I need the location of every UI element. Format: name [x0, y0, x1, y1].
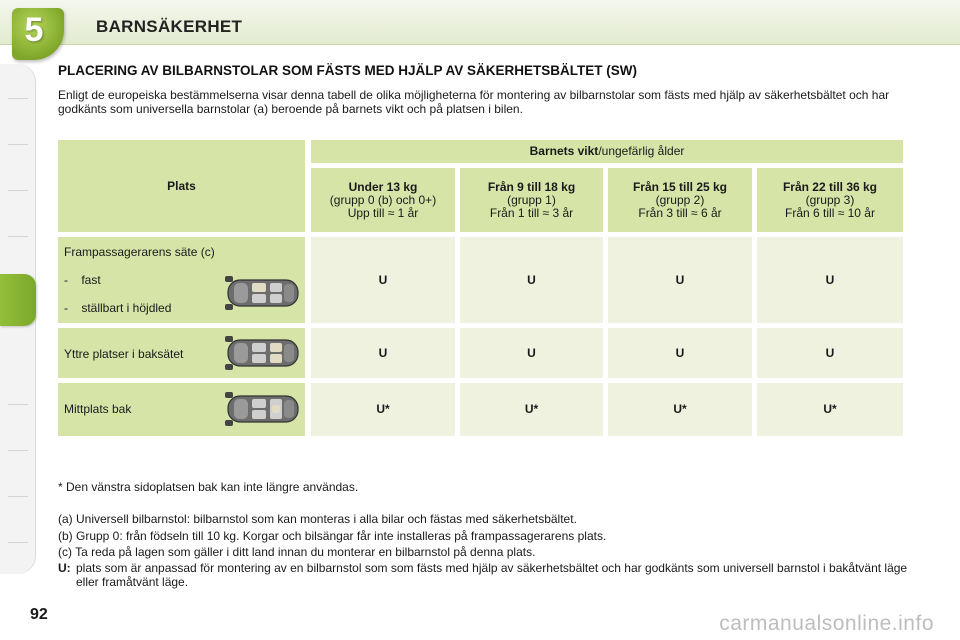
value-cell: U: [608, 237, 752, 323]
row-label: Yttre platser i baksätet: [64, 347, 184, 361]
page-number: 92: [30, 606, 48, 623]
weight-group-header: [311, 140, 903, 163]
column-header: [757, 168, 903, 232]
value-cell: U: [460, 328, 603, 378]
value-cell: U*: [460, 383, 603, 436]
side-tab-divider: [8, 98, 28, 99]
column-weight: Från 9 till 18 kg: [487, 179, 576, 194]
value-cell: U*: [311, 383, 455, 436]
footnote-a: (a) Universell bilbarnstol: bilbarnstol som kan monteras i alla bilar och fästas med säkerhetsbältet.: [58, 512, 577, 526]
plats-header: Plats: [167, 178, 196, 193]
side-tab-divider: [8, 236, 28, 237]
footnote-c: (c) Ta reda på lagen som gäller i ditt land innan du monterar en bilbarnstol på denna plats.: [58, 545, 536, 559]
car-seat-diagram-icon: [222, 274, 302, 312]
row-sublabel: - ställbart i höjdled: [64, 301, 172, 315]
value-cell: U: [311, 237, 455, 323]
footnote-u: [58, 561, 908, 589]
side-tab-divider: [8, 144, 28, 145]
weight-header-bold: Barnets vikt: [529, 144, 599, 158]
column-weight: Från 15 till 25 kg: [632, 179, 728, 194]
chapter-badge: [12, 8, 64, 60]
column-header: [608, 168, 752, 232]
column-age: Upp till ≈ 1 år: [347, 205, 419, 220]
footnote-b: (b) Grupp 0: från födseln till 10 kg. Korgar och bilsängar får inte installeras på frampassagerarens plats.: [58, 529, 607, 543]
column-group: (grupp 2): [655, 192, 705, 207]
side-tab-divider: [8, 190, 28, 191]
plats-header-cell: [58, 140, 305, 232]
value-cell: U: [757, 237, 903, 323]
column-weight: Från 22 till 36 kg: [782, 179, 878, 194]
column-age: Från 6 till ≈ 10 år: [785, 205, 875, 220]
row-label: Frampassagerarens säte (c): [64, 245, 215, 259]
intro-text: Enligt de europeiska bestämmelserna visar denna tabell de olika möjligheterna för montering av bilbarnstolar som fästs med hjälp av säkerhetsbältet och har godkänts som universella barnstolar (a) beroende på barnets vikt och på platsen i bilen.: [58, 88, 890, 116]
side-tab-active[interactable]: [0, 274, 36, 326]
column-header: [460, 168, 603, 232]
weight-header-rest: /ungefärlig ålder: [598, 144, 685, 158]
column-age: Från 1 till ≈ 3 år: [489, 205, 574, 220]
side-tab-divider: [8, 496, 28, 497]
watermark: carmanualsonline.info: [719, 612, 934, 635]
row-sublabel: - fast: [64, 273, 101, 287]
column-group: (grupp 0 (b) och 0+): [329, 192, 437, 207]
column-header: [311, 168, 455, 232]
value-cell: U*: [757, 383, 903, 436]
column-weight: Under 13 kg: [348, 179, 418, 194]
car-seat-diagram-icon: [222, 334, 302, 372]
value-cell: U: [311, 328, 455, 378]
column-group: (grupp 3): [805, 192, 855, 207]
value-cell: U: [757, 328, 903, 378]
column-group: (grupp 1): [507, 192, 556, 207]
row-label: Mittplats bak: [64, 402, 132, 416]
value-cell: U*: [608, 383, 752, 436]
chapter-number: 5: [24, 11, 44, 49]
footnote-u-text: plats som är anpassad för montering av en bilbarnstol som som fästs med hjälp av säkerhetsbältet och har godkänts som universell barnstol i bakåtvänt läge eller framåtvänt läge.: [76, 561, 908, 589]
side-tab-divider: [8, 542, 28, 543]
value-cell: U: [608, 328, 752, 378]
chapter-title: BARNSÄKERHET: [96, 17, 243, 36]
side-tab-divider: [8, 404, 28, 405]
car-seat-diagram-icon: [222, 390, 302, 428]
column-age: Från 3 till ≈ 6 år: [638, 205, 722, 220]
side-tab-divider: [8, 450, 28, 451]
value-cell: U: [460, 237, 603, 323]
section-title: PLACERING AV BILBARNSTOLAR SOM FÄSTS MED HJÄLP AV SÄKERHETSBÄLTET (SW): [58, 63, 638, 78]
footnote-u-label: U:: [58, 561, 71, 575]
footnote-star: * Den vänstra sidoplatsen bak kan inte längre användas.: [58, 480, 359, 494]
